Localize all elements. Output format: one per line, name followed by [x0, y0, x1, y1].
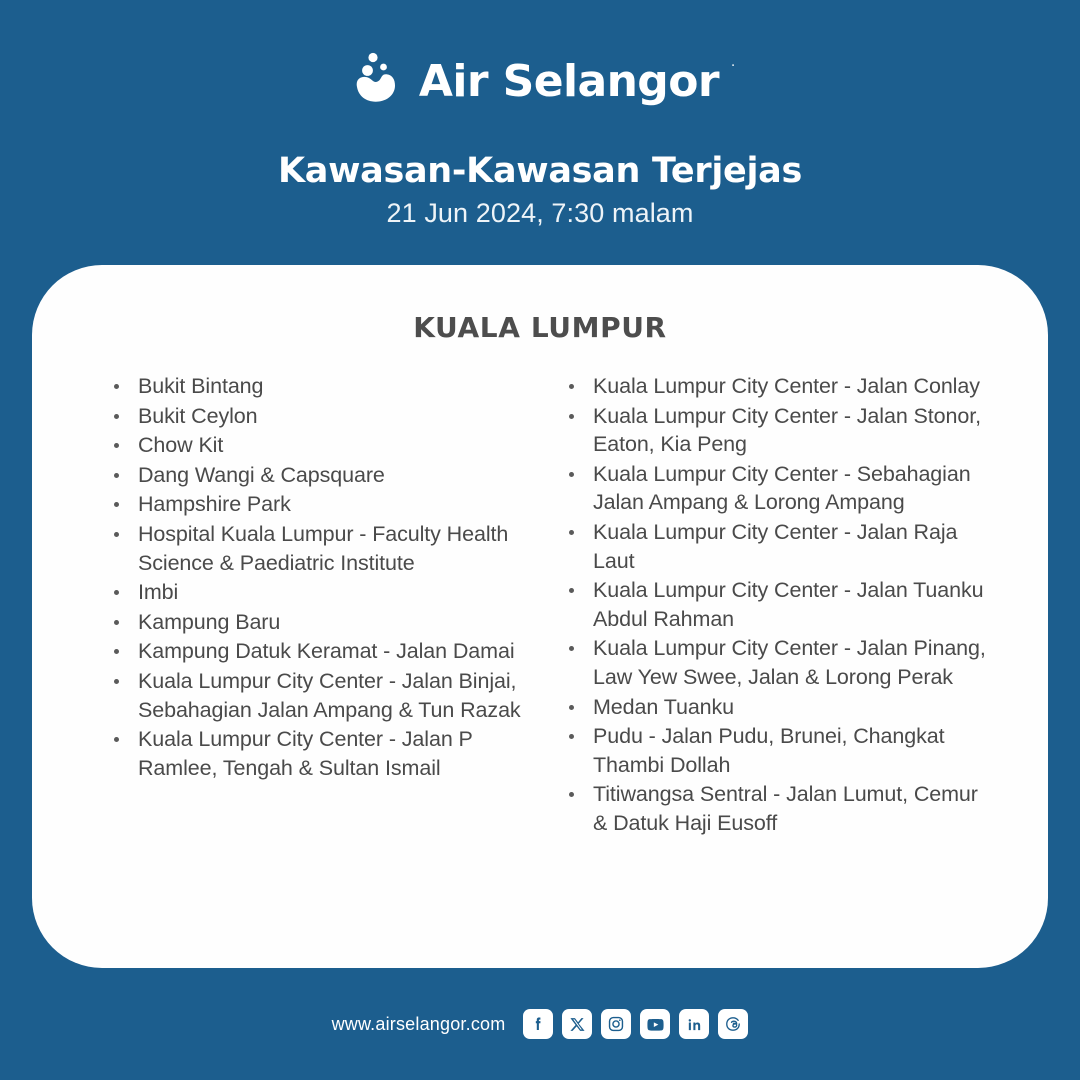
social-links — [523, 1009, 748, 1039]
area-list-item: Kuala Lumpur City Center - Jalan Binjai, Sebahagian Jalan Ampang & Tun Razak — [110, 667, 531, 724]
youtube-icon[interactable] — [640, 1009, 670, 1039]
instagram-icon[interactable] — [601, 1009, 631, 1039]
page-datetime: 21 Jun 2024, 7:30 malam — [386, 198, 694, 229]
x-twitter-icon[interactable] — [562, 1009, 592, 1039]
area-list-item: Bukit Bintang — [110, 372, 531, 401]
area-list-item: Hospital Kuala Lumpur - Faculty Health Science & Paediatric Institute — [110, 520, 531, 577]
area-list-item: Kuala Lumpur City Center - Jalan Raja Laut — [565, 518, 986, 575]
areas-columns — [60, 372, 1020, 839]
registered-mark: · — [730, 58, 736, 74]
area-list-left — [110, 372, 531, 782]
brand-lockup — [347, 44, 736, 116]
water-splash-logo-icon — [347, 51, 409, 109]
area-list-item: Titiwangsa Sentral - Jalan Lumut, Cemur & Datuk Haji Eusoff — [565, 780, 986, 837]
threads-icon[interactable] — [718, 1009, 748, 1039]
area-list-item: Kuala Lumpur City Center - Jalan Pinang, Law Yew Swee, Jalan & Lorong Perak — [565, 634, 986, 691]
area-list-item: Kampung Datuk Keramat - Jalan Damai — [110, 637, 531, 666]
area-list-item: Kuala Lumpur City Center - Jalan Conlay — [565, 372, 986, 401]
region-title: KUALA LUMPUR — [413, 311, 667, 344]
area-list-item: Imbi — [110, 578, 531, 607]
affected-areas-card — [32, 265, 1048, 968]
brand-wordmark: Air Selangor — [418, 56, 719, 107]
website-url[interactable]: www.airselangor.com — [331, 1013, 506, 1034]
area-list-item: Bukit Ceylon — [110, 402, 531, 431]
title-block — [0, 152, 1080, 229]
area-list-item: Kuala Lumpur City Center - Jalan P Ramlee, Tengah & Sultan Ismail — [110, 725, 531, 782]
area-list-item: Medan Tuanku — [565, 693, 986, 722]
areas-column-right — [565, 372, 986, 839]
area-list-item: Hampshire Park — [110, 490, 531, 519]
footer — [0, 968, 1080, 1080]
area-list-item: Dang Wangi & Capsquare — [110, 461, 531, 490]
linkedin-icon[interactable] — [679, 1009, 709, 1039]
area-list-item: Kuala Lumpur City Center - Jalan Tuanku Abdul Rahman — [565, 576, 986, 633]
facebook-icon[interactable] — [523, 1009, 553, 1039]
area-list-right — [565, 372, 986, 838]
area-list-item: Chow Kit — [110, 431, 531, 460]
area-list-item: Kampung Baru — [110, 608, 531, 637]
area-list-item: Kuala Lumpur City Center - Jalan Stonor, Eaton, Kia Peng — [565, 402, 986, 459]
areas-column-left — [110, 372, 531, 783]
area-list-item: Kuala Lumpur City Center - Sebahagian Jalan Ampang & Lorong Ampang — [565, 460, 986, 517]
page-title: Kawasan-Kawasan Terjejas — [277, 151, 803, 191]
area-list-item: Pudu - Jalan Pudu, Brunei, Changkat Thambi Dollah — [565, 722, 986, 779]
